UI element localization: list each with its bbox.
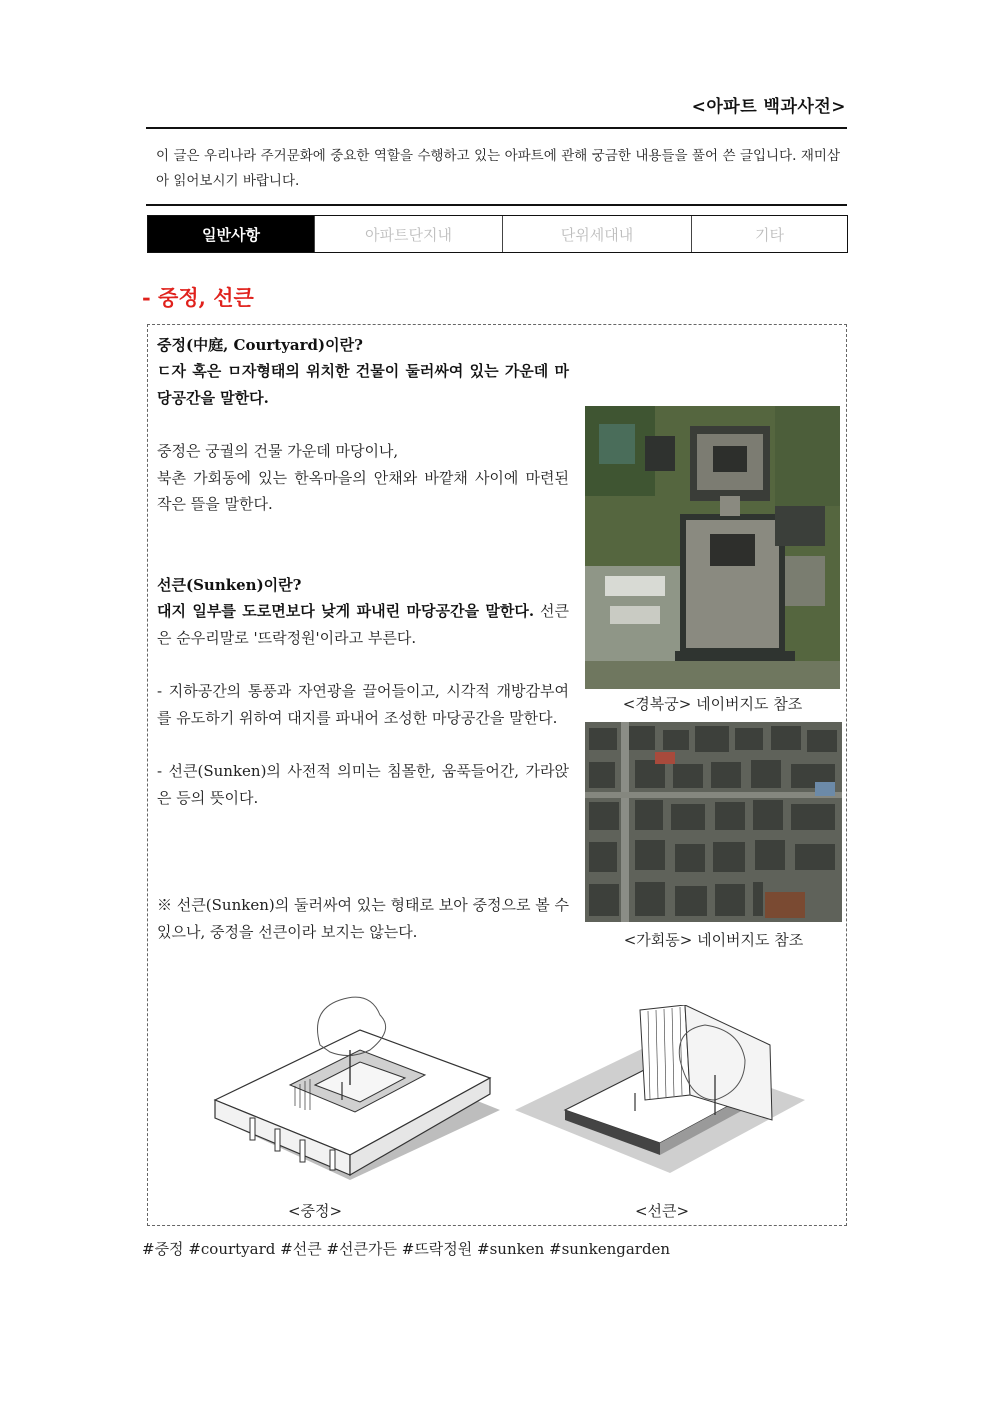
aerial-photo-gahoedong [585, 722, 842, 922]
photo-caption: <경복궁> 네이버지도 참조 [622, 695, 803, 713]
divider [146, 127, 847, 129]
aerial-photo-gyeongbokgung [585, 406, 840, 689]
sunken-definition [157, 598, 569, 651]
sunken-remark: ※ 선큰(Sunken)의 둘러싸여 있는 형태로 보아 중정으로 볼 수 있으나, 중정을 선큰이라 보지는 않는다. [157, 896, 569, 941]
document-title: <아파트 백과사전> [691, 97, 846, 117]
sunken-note: - 지하공간의 통풍과 자연광을 끌어들이고, 시각적 개방감부여를 유도하기 위하여 대지를 파내어 조성한 마당공간을 말한다. [157, 682, 569, 727]
courtyard-question: 중정(中庭, Courtyard)이란? [157, 336, 363, 354]
sunken-note: - 선큰(Sunken)의 사전적 의미는 침몰한, 움푹들어간, 가라앉은 등의 뜻이다. [157, 762, 569, 807]
intro-text: 이 글은 우리나라 주거문화에 중요한 역할을 수행하고 있는 아파트에 관해 궁금한 내용들을 풀어 쓴 글입니다. 재미삼아 읽어보시기 바랍니다. [156, 148, 840, 189]
courtyard-definition: ㄷ자 혹은 ㅁ자형태의 위치한 건물이 둘러싸여 있는 가운데 마당공간을 말한다. [157, 362, 569, 407]
tab-apartment-complex[interactable]: 아파트단지내 [314, 216, 502, 252]
courtyard-diagram [200, 990, 500, 1180]
courtyard-description-line: 중정은 궁궐의 건물 가운데 마당이나, [157, 442, 399, 460]
sunken-definition-rest: 선큰은 순우리말로 '뜨락정원'이라고 부른다. [157, 602, 569, 647]
sunken-question: 선큰(Sunken)이란? [157, 576, 302, 594]
section-heading: - 중정, 선큰 [142, 285, 254, 310]
courtyard-description-line: 북촌 가회동에 있는 한옥마을의 안채와 바깥채 사이에 마련된 작은 뜰을 말한다. [157, 468, 569, 513]
diagram-caption: <중정> [287, 1202, 343, 1220]
sunken-definition-bold: 대지 일부를 도로면보다 낮게 파내린 마당공간을 말한다. [157, 602, 535, 620]
category-tabs [147, 215, 848, 253]
divider [146, 204, 847, 206]
sunken-diagram [510, 1005, 810, 1183]
photo-caption: <가회동> 네이버지도 참조 [623, 931, 804, 949]
diagram-caption: <선큰> [634, 1202, 690, 1220]
tab-general[interactable]: 일반사항 [148, 216, 314, 252]
courtyard-description [157, 438, 569, 518]
tab-other[interactable]: 기타 [691, 216, 847, 252]
tab-unit-interior[interactable]: 단위세대내 [502, 216, 691, 252]
hashtags: #중정 #courtyard #선큰 #선큰가든 #뜨락정원 #sunken #sunkengarden [142, 1240, 671, 1258]
